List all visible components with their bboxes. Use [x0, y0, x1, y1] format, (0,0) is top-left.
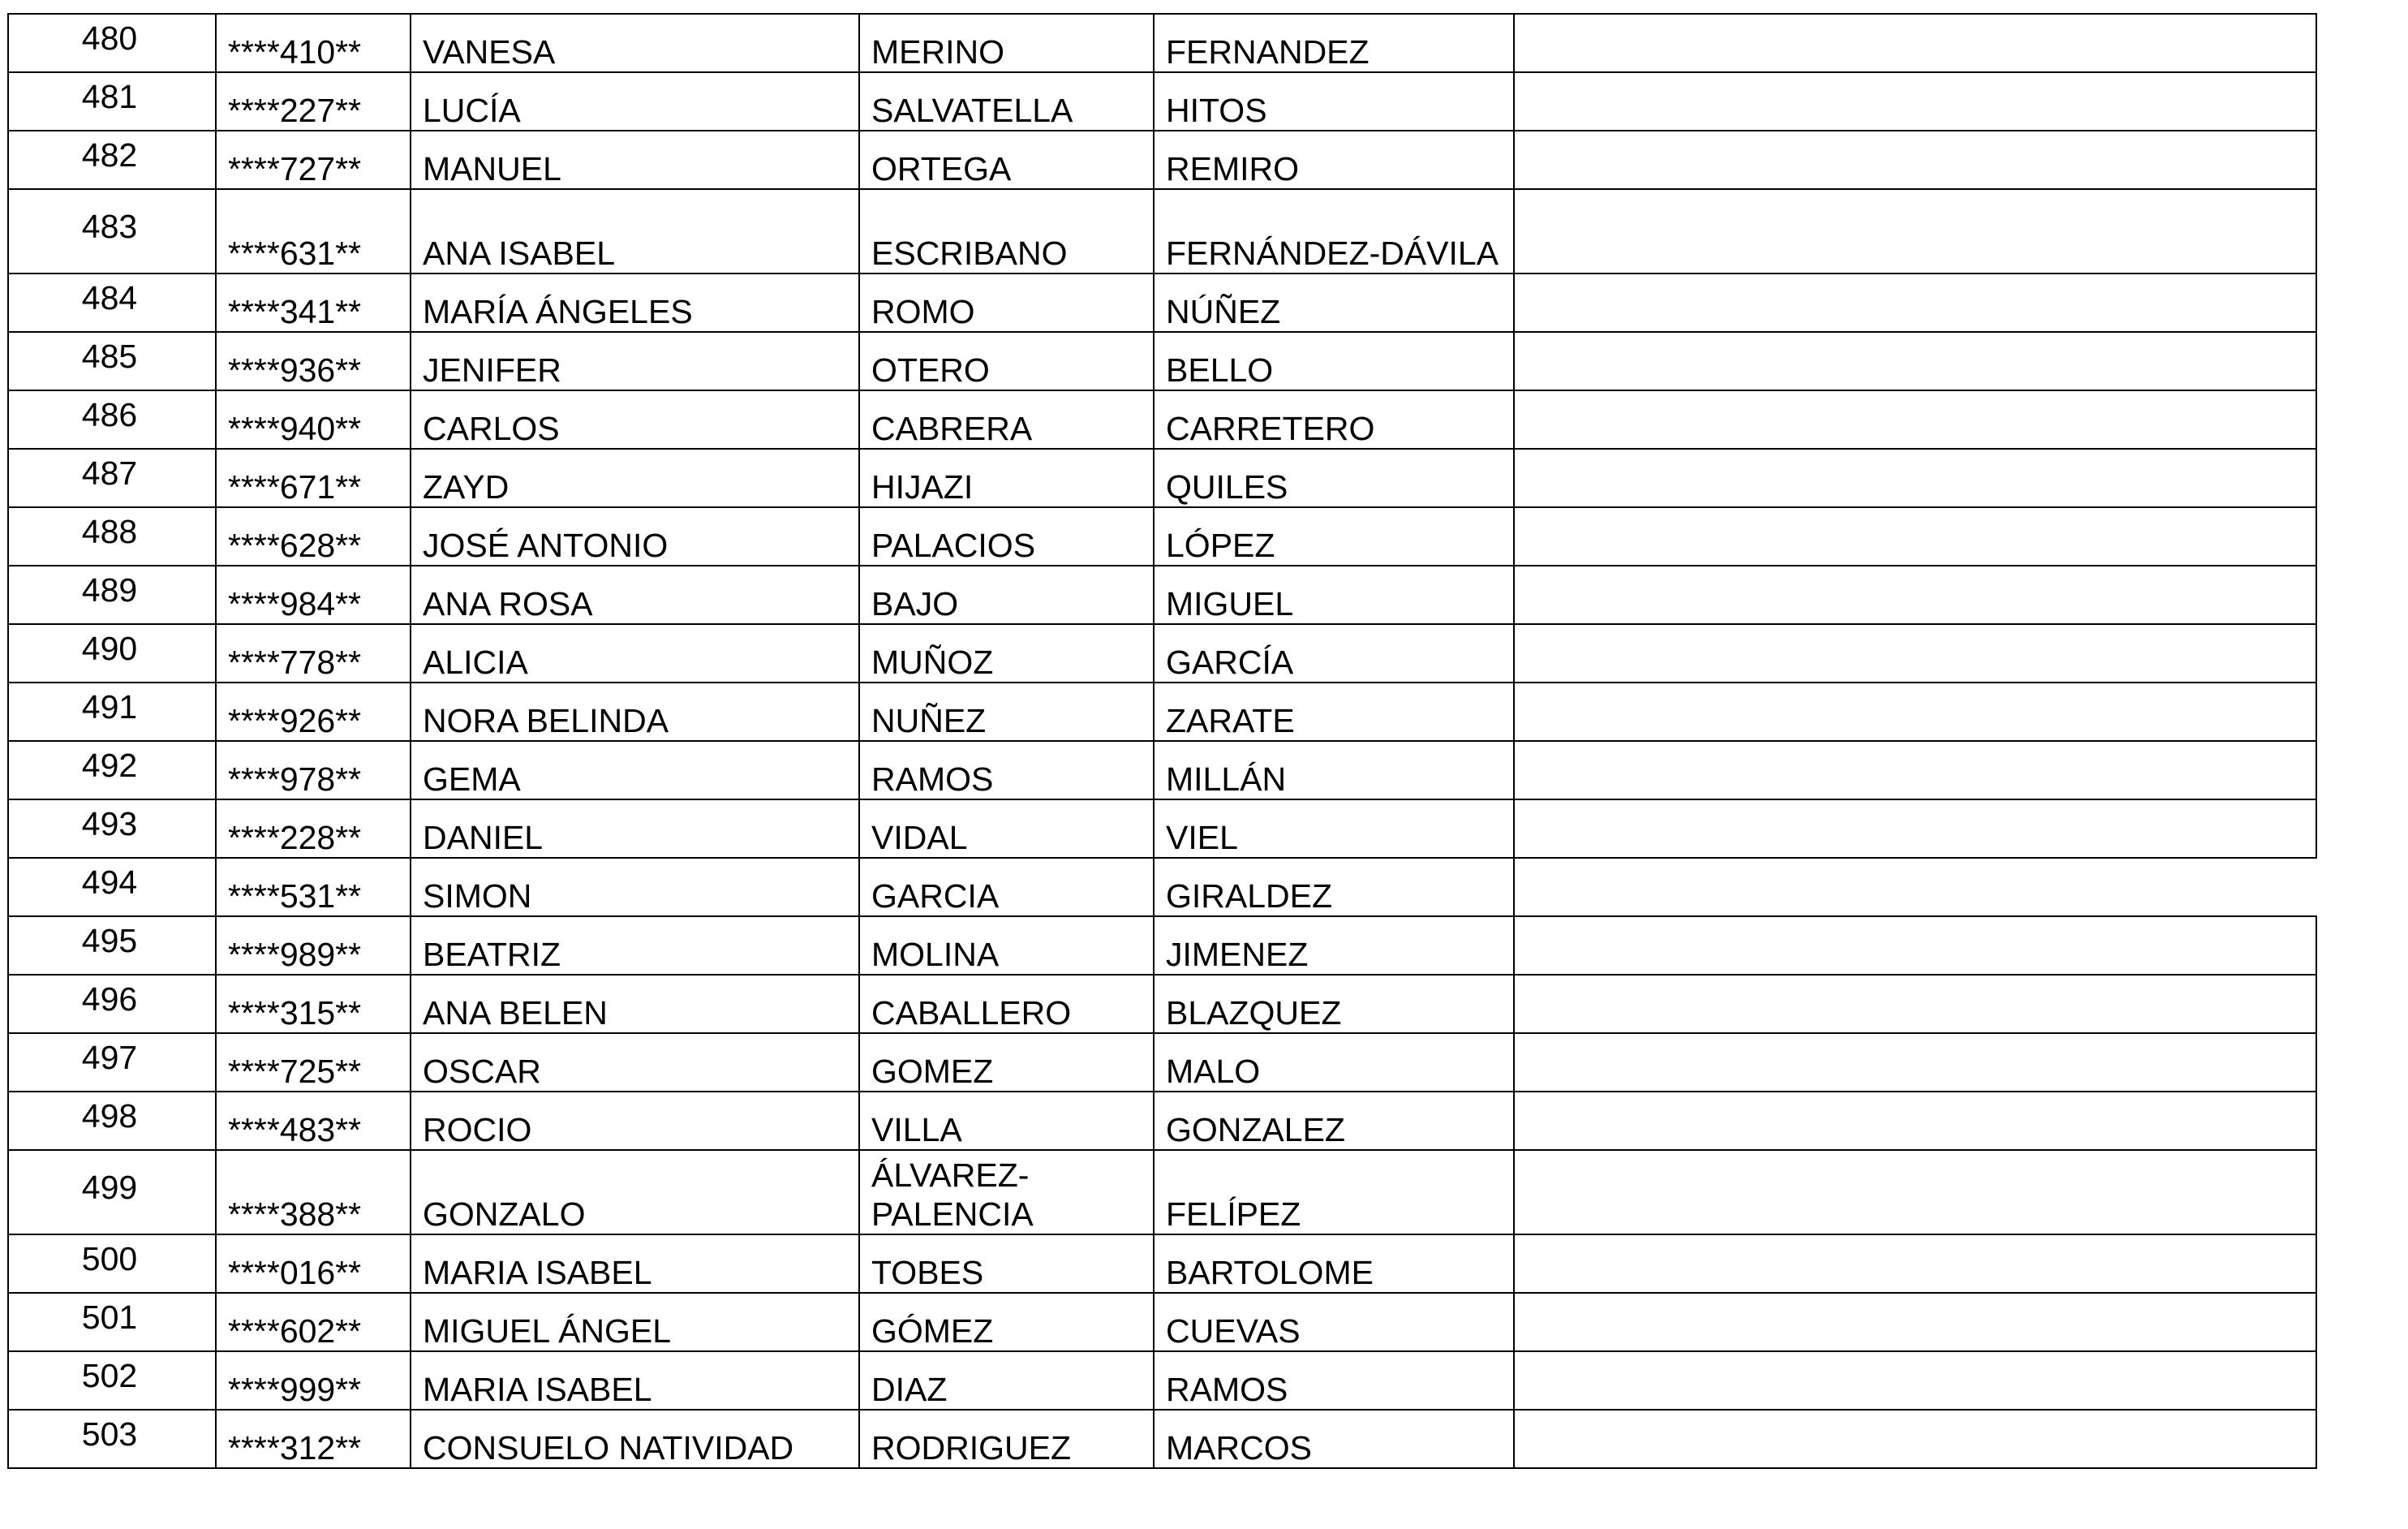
first-name-cell	[411, 1033, 859, 1092]
row-number-cell	[8, 566, 216, 624]
second-surname-cell-text: GONZALEZ	[1166, 1111, 1345, 1148]
table-row	[8, 799, 2316, 858]
row-number-cell-text: 482	[81, 136, 138, 174]
empty-cell	[1514, 390, 2316, 449]
id-cell	[216, 1150, 411, 1234]
id-cell	[216, 741, 411, 799]
second-surname-cell-text: ZARATE	[1166, 702, 1295, 739]
first-name-cell-text: ANA ROSA	[423, 585, 593, 622]
first-surname-cell-text: NUÑEZ	[871, 702, 987, 739]
row-number-cell-text: 499	[81, 1168, 138, 1206]
empty-cell	[1514, 1351, 2316, 1410]
second-surname-cell	[1154, 507, 1514, 566]
id-cell	[216, 799, 411, 858]
second-surname-cell-text: CUEVAS	[1166, 1312, 1301, 1350]
id-cell-text: ****228**	[228, 819, 362, 856]
first-name-cell-text: ZAYD	[423, 468, 510, 506]
row-number-cell-text: 502	[81, 1356, 138, 1394]
row-number-cell	[8, 916, 216, 975]
table-row	[8, 566, 2316, 624]
row-number-cell	[8, 273, 216, 332]
id-cell-text: ****483**	[228, 1111, 362, 1148]
row-number-cell	[8, 1092, 216, 1150]
second-surname-cell	[1154, 1410, 1514, 1468]
row-number-cell-text: 487	[81, 454, 138, 492]
empty-cell	[1514, 14, 2316, 72]
first-name-cell	[411, 131, 859, 189]
first-name-cell-text: NORA BELINDA	[423, 702, 669, 739]
second-surname-cell-text: QUILES	[1166, 468, 1288, 506]
first-name-cell	[411, 1410, 859, 1468]
table-row	[8, 1033, 2316, 1092]
first-surname-cell	[859, 1410, 1154, 1468]
second-surname-cell-text: FERNANDEZ	[1166, 33, 1370, 71]
first-name-cell-text: CONSUELO NATIVIDAD	[423, 1429, 794, 1467]
first-name-cell	[411, 916, 859, 975]
first-name-cell-text: JOSÉ ANTONIO	[423, 527, 669, 564]
id-cell-text: ****936**	[228, 351, 362, 389]
first-surname-cell	[859, 72, 1154, 131]
first-surname-cell	[859, 14, 1154, 72]
second-surname-cell	[1154, 566, 1514, 624]
table-row	[8, 624, 2316, 683]
row-number-cell-text: 503	[81, 1415, 138, 1453]
row-number-cell-text: 488	[81, 512, 138, 550]
second-surname-cell-text: MILLÁN	[1166, 760, 1287, 798]
second-surname-cell	[1154, 1234, 1514, 1293]
row-number-cell-text: 500	[81, 1239, 138, 1277]
first-name-cell-text: MIGUEL ÁNGEL	[423, 1312, 672, 1350]
id-cell-text: ****628**	[228, 527, 362, 564]
row-number-cell	[8, 975, 216, 1033]
table-row	[8, 1150, 2316, 1234]
first-name-cell	[411, 566, 859, 624]
first-surname-cell	[859, 1092, 1154, 1150]
table-row	[8, 741, 2316, 799]
first-surname-cell-text: DIAZ	[871, 1371, 948, 1408]
first-surname-cell-text: HIJAZI	[871, 468, 974, 506]
table-row	[8, 189, 2316, 273]
first-name-cell	[411, 390, 859, 449]
empty-cell	[1514, 858, 2316, 916]
second-surname-cell-text: HITOS	[1166, 92, 1267, 129]
empty-cell	[1514, 131, 2316, 189]
first-name-cell	[411, 858, 859, 916]
id-cell	[216, 683, 411, 741]
first-surname-cell-text: GARCIA	[871, 877, 1000, 915]
second-surname-cell	[1154, 390, 1514, 449]
table-row	[8, 14, 2316, 72]
second-surname-cell-text: NÚÑEZ	[1166, 293, 1281, 330]
id-cell-text: ****727**	[228, 150, 362, 187]
id-cell	[216, 72, 411, 131]
id-cell	[216, 273, 411, 332]
row-number-cell	[8, 14, 216, 72]
first-name-cell-text: JENIFER	[423, 351, 561, 389]
first-name-cell-text: CARLOS	[423, 410, 560, 447]
id-cell-text: ****999**	[228, 1371, 362, 1408]
table-row	[8, 449, 2316, 507]
second-surname-cell-text: BELLO	[1166, 351, 1274, 389]
id-cell-text: ****410**	[228, 33, 362, 71]
second-surname-cell	[1154, 449, 1514, 507]
first-name-cell-text: MARIA ISABEL	[423, 1254, 652, 1291]
id-cell-text: ****671**	[228, 468, 362, 506]
id-cell	[216, 449, 411, 507]
second-surname-cell	[1154, 799, 1514, 858]
row-number-cell	[8, 332, 216, 390]
first-surname-cell-text: RAMOS	[871, 760, 994, 798]
first-name-cell-text: ALICIA	[423, 644, 528, 681]
table-row	[8, 1092, 2316, 1150]
first-name-cell	[411, 1234, 859, 1293]
first-surname-cell	[859, 1351, 1154, 1410]
second-surname-cell	[1154, 1150, 1514, 1234]
id-cell	[216, 390, 411, 449]
empty-cell	[1514, 189, 2316, 273]
row-number-cell-text: 494	[81, 863, 138, 901]
first-name-cell	[411, 14, 859, 72]
first-surname-cell-text: ROMO	[871, 293, 975, 330]
row-number-cell-text: 493	[81, 804, 138, 842]
first-surname-cell	[859, 131, 1154, 189]
second-surname-cell	[1154, 273, 1514, 332]
first-surname-cell	[859, 273, 1154, 332]
row-number-cell	[8, 1234, 216, 1293]
id-cell	[216, 1293, 411, 1351]
empty-cell	[1514, 507, 2316, 566]
first-surname-cell	[859, 975, 1154, 1033]
table-row	[8, 390, 2316, 449]
empty-cell	[1514, 799, 2316, 858]
second-surname-cell	[1154, 624, 1514, 683]
row-number-cell-text: 486	[81, 395, 138, 433]
row-number-cell-text: 495	[81, 921, 138, 959]
empty-cell	[1514, 1150, 2316, 1234]
id-cell-text: ****341**	[228, 293, 362, 330]
first-surname-cell	[859, 566, 1154, 624]
id-cell-text: ****778**	[228, 644, 362, 681]
id-cell-text: ****984**	[228, 585, 362, 622]
empty-cell	[1514, 683, 2316, 741]
second-surname-cell-text: MALO	[1166, 1053, 1261, 1090]
second-surname-cell	[1154, 72, 1514, 131]
empty-cell	[1514, 273, 2316, 332]
second-surname-cell-text: RAMOS	[1166, 1371, 1288, 1408]
first-name-cell-text: GEMA	[423, 760, 521, 798]
id-cell-text: ****725**	[228, 1053, 362, 1090]
table-body	[8, 14, 2316, 1468]
first-surname-cell-text: BAJO	[871, 585, 959, 622]
first-name-cell-text: ANA ISABEL	[423, 235, 616, 272]
second-surname-cell	[1154, 14, 1514, 72]
second-surname-cell	[1154, 131, 1514, 189]
id-cell	[216, 189, 411, 273]
id-cell-text: ****602**	[228, 1312, 362, 1350]
empty-cell	[1514, 566, 2316, 624]
first-name-cell-text: OSCAR	[423, 1053, 541, 1090]
row-number-cell-text: 496	[81, 980, 138, 1018]
table-row	[8, 273, 2316, 332]
second-surname-cell	[1154, 1033, 1514, 1092]
row-number-cell	[8, 624, 216, 683]
row-number-cell-text: 484	[81, 278, 138, 317]
first-surname-cell-text: ÁLVAREZ-PALENCIA	[871, 1156, 1034, 1233]
first-surname-cell-text: VIDAL	[871, 819, 968, 856]
first-name-cell-text: GONZALO	[423, 1195, 586, 1233]
id-cell	[216, 1351, 411, 1410]
first-surname-cell	[859, 799, 1154, 858]
empty-cell	[1514, 916, 2316, 975]
id-cell	[216, 1092, 411, 1150]
first-name-cell-text: MARÍA ÁNGELES	[423, 293, 693, 330]
first-name-cell-text: VANESA	[423, 33, 556, 71]
first-name-cell	[411, 1351, 859, 1410]
empty-cell	[1514, 975, 2316, 1033]
id-cell	[216, 624, 411, 683]
id-cell-text: ****978**	[228, 760, 362, 798]
id-cell-text: ****016**	[228, 1254, 362, 1291]
second-surname-cell-text: FERNÁNDEZ-DÁVILA	[1166, 235, 1499, 272]
row-number-cell-text: 492	[81, 746, 138, 784]
first-name-cell	[411, 507, 859, 566]
id-cell-text: ****388**	[228, 1195, 362, 1233]
id-cell-text: ****312**	[228, 1429, 362, 1467]
id-cell	[216, 1410, 411, 1468]
first-name-cell	[411, 273, 859, 332]
first-surname-cell-text: MERINO	[871, 33, 1004, 71]
second-surname-cell	[1154, 189, 1514, 273]
empty-cell	[1514, 449, 2316, 507]
row-number-cell	[8, 72, 216, 131]
empty-cell	[1514, 741, 2316, 799]
row-number-cell	[8, 683, 216, 741]
first-surname-cell-text: VILLA	[871, 1111, 962, 1148]
id-cell-text: ****940**	[228, 410, 362, 447]
row-number-cell	[8, 507, 216, 566]
first-surname-cell	[859, 683, 1154, 741]
row-number-cell-text: 491	[81, 687, 138, 726]
second-surname-cell-text: BARTOLOME	[1166, 1254, 1374, 1291]
second-surname-cell-text: BLAZQUEZ	[1166, 994, 1342, 1032]
id-cell-text: ****531**	[228, 877, 362, 915]
first-surname-cell-text: SALVATELLA	[871, 92, 1073, 129]
table-row	[8, 507, 2316, 566]
first-surname-cell	[859, 390, 1154, 449]
first-surname-cell	[859, 1150, 1154, 1234]
row-number-cell-text: 497	[81, 1038, 138, 1076]
second-surname-cell-text: GARCÍA	[1166, 644, 1294, 681]
id-cell	[216, 916, 411, 975]
id-cell	[216, 14, 411, 72]
row-number-cell	[8, 390, 216, 449]
list-table	[7, 13, 2317, 1469]
row-number-cell-text: 501	[81, 1298, 138, 1336]
id-cell	[216, 131, 411, 189]
first-surname-cell-text: MUÑOZ	[871, 644, 994, 681]
first-surname-cell	[859, 741, 1154, 799]
first-surname-cell	[859, 507, 1154, 566]
second-surname-cell	[1154, 1092, 1514, 1150]
first-surname-cell	[859, 189, 1154, 273]
id-cell-text: ****315**	[228, 994, 362, 1032]
first-name-cell	[411, 799, 859, 858]
row-number-cell	[8, 189, 216, 273]
first-name-cell	[411, 1150, 859, 1234]
row-number-cell	[8, 1293, 216, 1351]
first-surname-cell-text: TOBES	[871, 1254, 984, 1291]
row-number-cell	[8, 741, 216, 799]
first-name-cell	[411, 624, 859, 683]
first-name-cell-text: DANIEL	[423, 819, 544, 856]
first-surname-cell	[859, 332, 1154, 390]
table-row	[8, 1293, 2316, 1351]
first-surname-cell-text: OTERO	[871, 351, 990, 389]
row-number-cell-text: 483	[81, 207, 138, 245]
first-name-cell-text: SIMON	[423, 877, 532, 915]
id-cell	[216, 975, 411, 1033]
first-name-cell	[411, 72, 859, 131]
first-name-cell	[411, 741, 859, 799]
second-surname-cell	[1154, 332, 1514, 390]
second-surname-cell-text: CARRETERO	[1166, 410, 1375, 447]
first-surname-cell	[859, 1293, 1154, 1351]
empty-cell	[1514, 72, 2316, 131]
row-number-cell-text: 489	[81, 571, 138, 609]
second-surname-cell	[1154, 858, 1514, 916]
second-surname-cell	[1154, 683, 1514, 741]
id-cell-text: ****631**	[228, 235, 362, 272]
id-cell	[216, 507, 411, 566]
table-row	[8, 683, 2316, 741]
row-number-cell-text: 480	[81, 19, 138, 57]
table-row	[8, 131, 2316, 189]
empty-cell	[1514, 624, 2316, 683]
first-name-cell	[411, 975, 859, 1033]
first-surname-cell-text: GÓMEZ	[871, 1312, 994, 1350]
table-row	[8, 858, 2316, 916]
first-name-cell-text: BEATRIZ	[423, 936, 561, 973]
id-cell-text: ****926**	[228, 702, 362, 739]
second-surname-cell-text: GIRALDEZ	[1166, 877, 1333, 915]
first-name-cell	[411, 1092, 859, 1150]
first-surname-cell-text: ESCRIBANO	[871, 235, 1068, 272]
second-surname-cell	[1154, 975, 1514, 1033]
table-row	[8, 1351, 2316, 1410]
empty-cell	[1514, 1293, 2316, 1351]
first-surname-cell-text: MOLINA	[871, 936, 1000, 973]
first-name-cell-text: ANA BELEN	[423, 994, 608, 1032]
table-row	[8, 916, 2316, 975]
first-surname-cell-text: PALACIOS	[871, 527, 1036, 564]
first-surname-cell-text: CABRERA	[871, 410, 1033, 447]
id-cell	[216, 1033, 411, 1092]
row-number-cell	[8, 1351, 216, 1410]
second-surname-cell-text: JIMENEZ	[1166, 936, 1309, 973]
empty-cell	[1514, 1033, 2316, 1092]
empty-cell	[1514, 1092, 2316, 1150]
second-surname-cell-text: MARCOS	[1166, 1429, 1312, 1467]
second-surname-cell-text: REMIRO	[1166, 150, 1299, 187]
first-name-cell	[411, 1293, 859, 1351]
second-surname-cell	[1154, 1293, 1514, 1351]
first-name-cell	[411, 332, 859, 390]
id-cell	[216, 566, 411, 624]
table-row	[8, 1410, 2316, 1468]
first-name-cell-text: MARIA ISABEL	[423, 1371, 652, 1408]
id-cell-text: ****227**	[228, 92, 362, 129]
id-cell	[216, 858, 411, 916]
row-number-cell	[8, 1150, 216, 1234]
first-name-cell-text: LUCÍA	[423, 92, 521, 129]
row-number-cell	[8, 1033, 216, 1092]
first-name-cell	[411, 449, 859, 507]
first-surname-cell	[859, 1033, 1154, 1092]
first-name-cell	[411, 683, 859, 741]
table-row	[8, 975, 2316, 1033]
table-row	[8, 1234, 2316, 1293]
row-number-cell-text: 485	[81, 337, 138, 375]
second-surname-cell-text: VIEL	[1166, 819, 1238, 856]
first-surname-cell-text: RODRIGUEZ	[871, 1429, 1071, 1467]
second-surname-cell-text: MIGUEL	[1166, 585, 1294, 622]
row-number-cell	[8, 1410, 216, 1468]
row-number-cell-text: 481	[81, 77, 138, 115]
id-cell-text: ****989**	[228, 936, 362, 973]
first-surname-cell	[859, 916, 1154, 975]
first-name-cell-text: MANUEL	[423, 150, 561, 187]
first-surname-cell	[859, 624, 1154, 683]
row-number-cell	[8, 799, 216, 858]
second-surname-cell	[1154, 741, 1514, 799]
row-number-cell	[8, 131, 216, 189]
row-number-cell	[8, 858, 216, 916]
row-number-cell-text: 490	[81, 629, 138, 667]
table-row	[8, 332, 2316, 390]
first-name-cell	[411, 189, 859, 273]
first-surname-cell	[859, 1234, 1154, 1293]
first-name-cell-text: ROCIO	[423, 1111, 532, 1148]
first-surname-cell-text: GOMEZ	[871, 1053, 994, 1090]
id-cell	[216, 332, 411, 390]
first-surname-cell	[859, 858, 1154, 916]
first-surname-cell-text: ORTEGA	[871, 150, 1012, 187]
row-number-cell-text: 498	[81, 1096, 138, 1135]
id-cell	[216, 1234, 411, 1293]
empty-cell	[1514, 1234, 2316, 1293]
table-row	[8, 72, 2316, 131]
second-surname-cell	[1154, 916, 1514, 975]
first-surname-cell	[859, 449, 1154, 507]
row-number-cell	[8, 449, 216, 507]
second-surname-cell	[1154, 1351, 1514, 1410]
empty-cell	[1514, 332, 2316, 390]
empty-cell	[1514, 1410, 2316, 1468]
second-surname-cell-text: LÓPEZ	[1166, 527, 1275, 564]
second-surname-cell-text: FELÍPEZ	[1166, 1195, 1301, 1233]
first-surname-cell-text: CABALLERO	[871, 994, 1072, 1032]
